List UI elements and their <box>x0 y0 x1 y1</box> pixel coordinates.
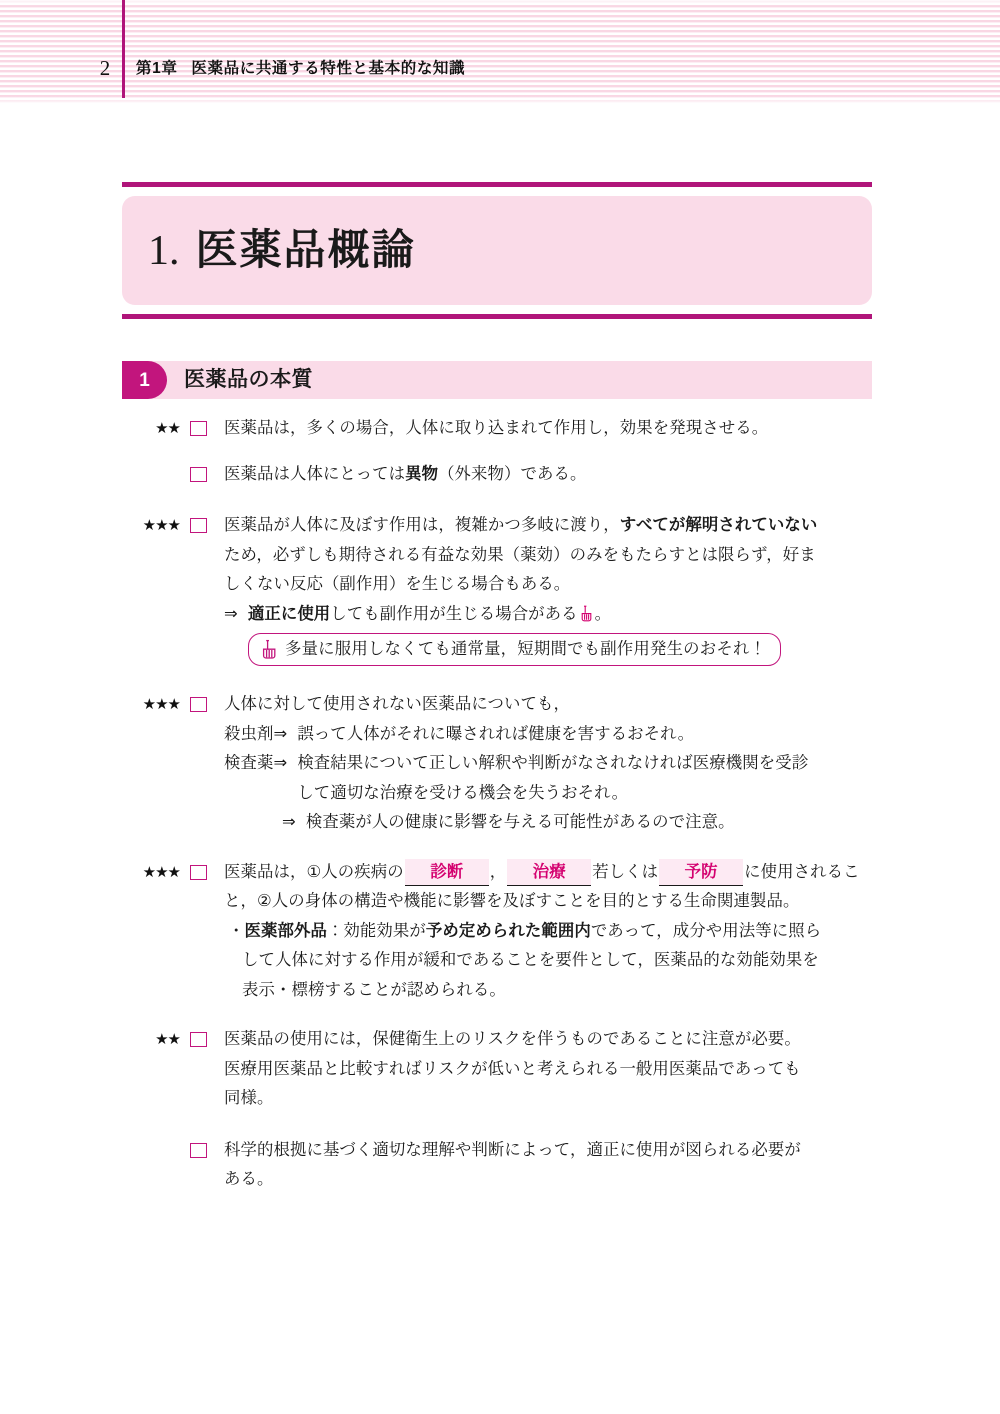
item-line: 表示・標榜することが認められる。 <box>242 980 506 999</box>
header-fade-top <box>0 0 1000 6</box>
item-line: 人体に対して使用されない医薬品についても， <box>224 695 570 713</box>
header-fade-bottom <box>0 96 1000 106</box>
arrow-line <box>224 808 882 838</box>
text-run: であって，成分や用法等に照ら <box>590 921 822 940</box>
difficulty-stars: ★★ <box>155 420 180 437</box>
title-panel <box>122 196 872 305</box>
item-text <box>207 1025 882 1114</box>
list-item <box>122 460 882 490</box>
blank-prevention[interactable]: 予防 <box>659 859 743 886</box>
pointing-hand-icon <box>579 605 594 622</box>
list-item <box>122 858 882 1006</box>
text-run: 医薬品は，①人の疾病の <box>224 862 404 881</box>
pointing-hand-icon <box>260 639 279 660</box>
note-row <box>224 629 882 670</box>
item-line: 科学的根拠に基づく適切な理解や判断によって，適正に使用が図られる必要が <box>224 1140 801 1159</box>
title-rule-top <box>122 182 872 187</box>
arrow-line <box>224 720 882 750</box>
item-line <box>224 511 882 541</box>
emphasis-quasi-drug: 医薬部外品 <box>244 921 327 940</box>
page-header <box>0 0 1000 106</box>
header-chapter-name: 医薬品に共通する特性と基本的な知識 <box>191 60 466 77</box>
section-number-badge: 1 <box>122 361 167 399</box>
section-heading <box>122 361 872 399</box>
difficulty-stars: ★★★ <box>142 517 180 534</box>
arrow-line <box>224 749 882 808</box>
emphasis-unexplained: すべてが解明されていない <box>619 516 818 534</box>
item-text <box>207 414 882 444</box>
arrow-icon: ⇒ <box>224 604 238 623</box>
list-item <box>122 1136 882 1195</box>
title-rule-bottom <box>122 314 872 319</box>
arrow-label-insecticide: 殺虫剤⇒ <box>224 724 288 743</box>
arrow-line <box>224 600 882 630</box>
item-line: 医療用医薬品と比較すればリスクが低いと考えられる一般用医薬品であっても <box>224 1059 801 1078</box>
header-vertical-rule <box>122 0 125 98</box>
arrow-text: 検査薬が人の健康に影響を与える可能性があるので注意。 <box>305 813 735 831</box>
item-line: ため，必ずしも期待される有益な効果（薬効）のみをもたらすとは限らず，好ま <box>224 545 816 564</box>
item-text <box>207 858 882 1006</box>
item-line <box>224 858 882 888</box>
list-item <box>122 1025 882 1114</box>
item-line: と，②人の身体の構造や機能に影響を及ぼすことを目的とする生命関連製品。 <box>224 892 800 910</box>
text-run: 若しくは <box>592 862 659 881</box>
title-label: 医薬品概論 <box>195 226 416 273</box>
sub-bullet <box>224 917 882 947</box>
text-run: 。 <box>594 604 612 623</box>
list-item <box>122 511 882 670</box>
difficulty-stars: ★★★ <box>142 696 180 713</box>
item-checkbox[interactable] <box>190 697 207 712</box>
difficulty-stars: ★★★ <box>142 863 180 881</box>
title-number: 1. <box>148 228 180 274</box>
item-checkbox[interactable] <box>190 467 207 482</box>
item-text <box>207 460 882 490</box>
item-checkbox[interactable] <box>190 1143 207 1158</box>
body-content <box>122 414 882 1209</box>
item-line: して人体に対する作用が緩和であることを要件として，医薬品的な効能効果を <box>242 951 819 969</box>
chapter-title-block <box>122 182 872 319</box>
text-run: 医薬品は人体にとっては <box>224 464 406 483</box>
blank-diagnosis[interactable]: 診断 <box>405 859 489 886</box>
item-line: 同様。 <box>224 1089 274 1107</box>
text-run: 検査結果について正しい解釈や判断がなされなければ医療機関を受診 <box>297 754 809 772</box>
bullet-dot: ・ <box>228 921 245 940</box>
item-line: 医薬品の使用には，保健衛生上のリスクを伴うものであることに注意が必要。 <box>224 1030 801 1048</box>
arrow-icon: ⇒ <box>282 813 296 831</box>
arrow-text: 誤って人体がそれに曝されれば健康を害するおそれ。 <box>297 724 695 743</box>
item-line: ある。 <box>224 1170 274 1188</box>
text-run: （外来物）である。 <box>438 464 587 483</box>
emphasis-proper-use: 適正に使用 <box>247 604 331 623</box>
item-line: しくない反応（副作用）を生じる場合もある。 <box>224 575 571 593</box>
text-run: しても副作用が生じる場合がある <box>330 604 578 623</box>
item-text <box>207 690 882 838</box>
emphasis-igebutsu: 異物 <box>405 464 439 483</box>
text-run: ：効能効果が <box>326 921 426 940</box>
text-run: して適切な治療を受ける機会を失うおそれ。 <box>297 783 629 802</box>
item-line <box>224 460 882 490</box>
text-run: ， <box>489 862 507 881</box>
emphasis-predefined-range: 予め定められた範囲内 <box>425 921 591 940</box>
header-chapter-title <box>136 61 465 77</box>
item-text <box>207 1136 882 1195</box>
item-line: 医薬品は，多くの場合，人体に取り込まれて作用し，効果を発現させる。 <box>224 419 769 437</box>
page-number: 2 <box>99 56 111 80</box>
item-checkbox[interactable] <box>190 518 207 533</box>
list-item <box>122 414 882 444</box>
difficulty-stars: ★★ <box>155 1031 180 1048</box>
item-text <box>207 511 882 670</box>
arrow-text <box>238 600 882 630</box>
item-checkbox[interactable] <box>190 865 207 880</box>
list-item <box>122 690 882 838</box>
callout-note <box>248 633 781 666</box>
page-title <box>122 226 416 274</box>
arrow-text <box>287 749 882 808</box>
item-checkbox[interactable] <box>190 421 207 436</box>
callout-note-text: 多量に服用しなくても通常量，短期間でも副作用発生のおそれ！ <box>285 639 767 658</box>
item-checkbox[interactable] <box>190 1032 207 1047</box>
blank-treatment[interactable]: 治療 <box>507 859 591 886</box>
header-chapter-number: 第1章 <box>136 60 178 77</box>
section-heading-label: 医薬品の本質 <box>184 368 313 391</box>
arrow-label-testkit: 検査薬⇒ <box>224 754 288 772</box>
text-run: 医薬品が人体に及ぼす作用は，複雑かつ多岐に渡り， <box>224 516 620 534</box>
text-run: に使用されるこ <box>744 862 860 881</box>
